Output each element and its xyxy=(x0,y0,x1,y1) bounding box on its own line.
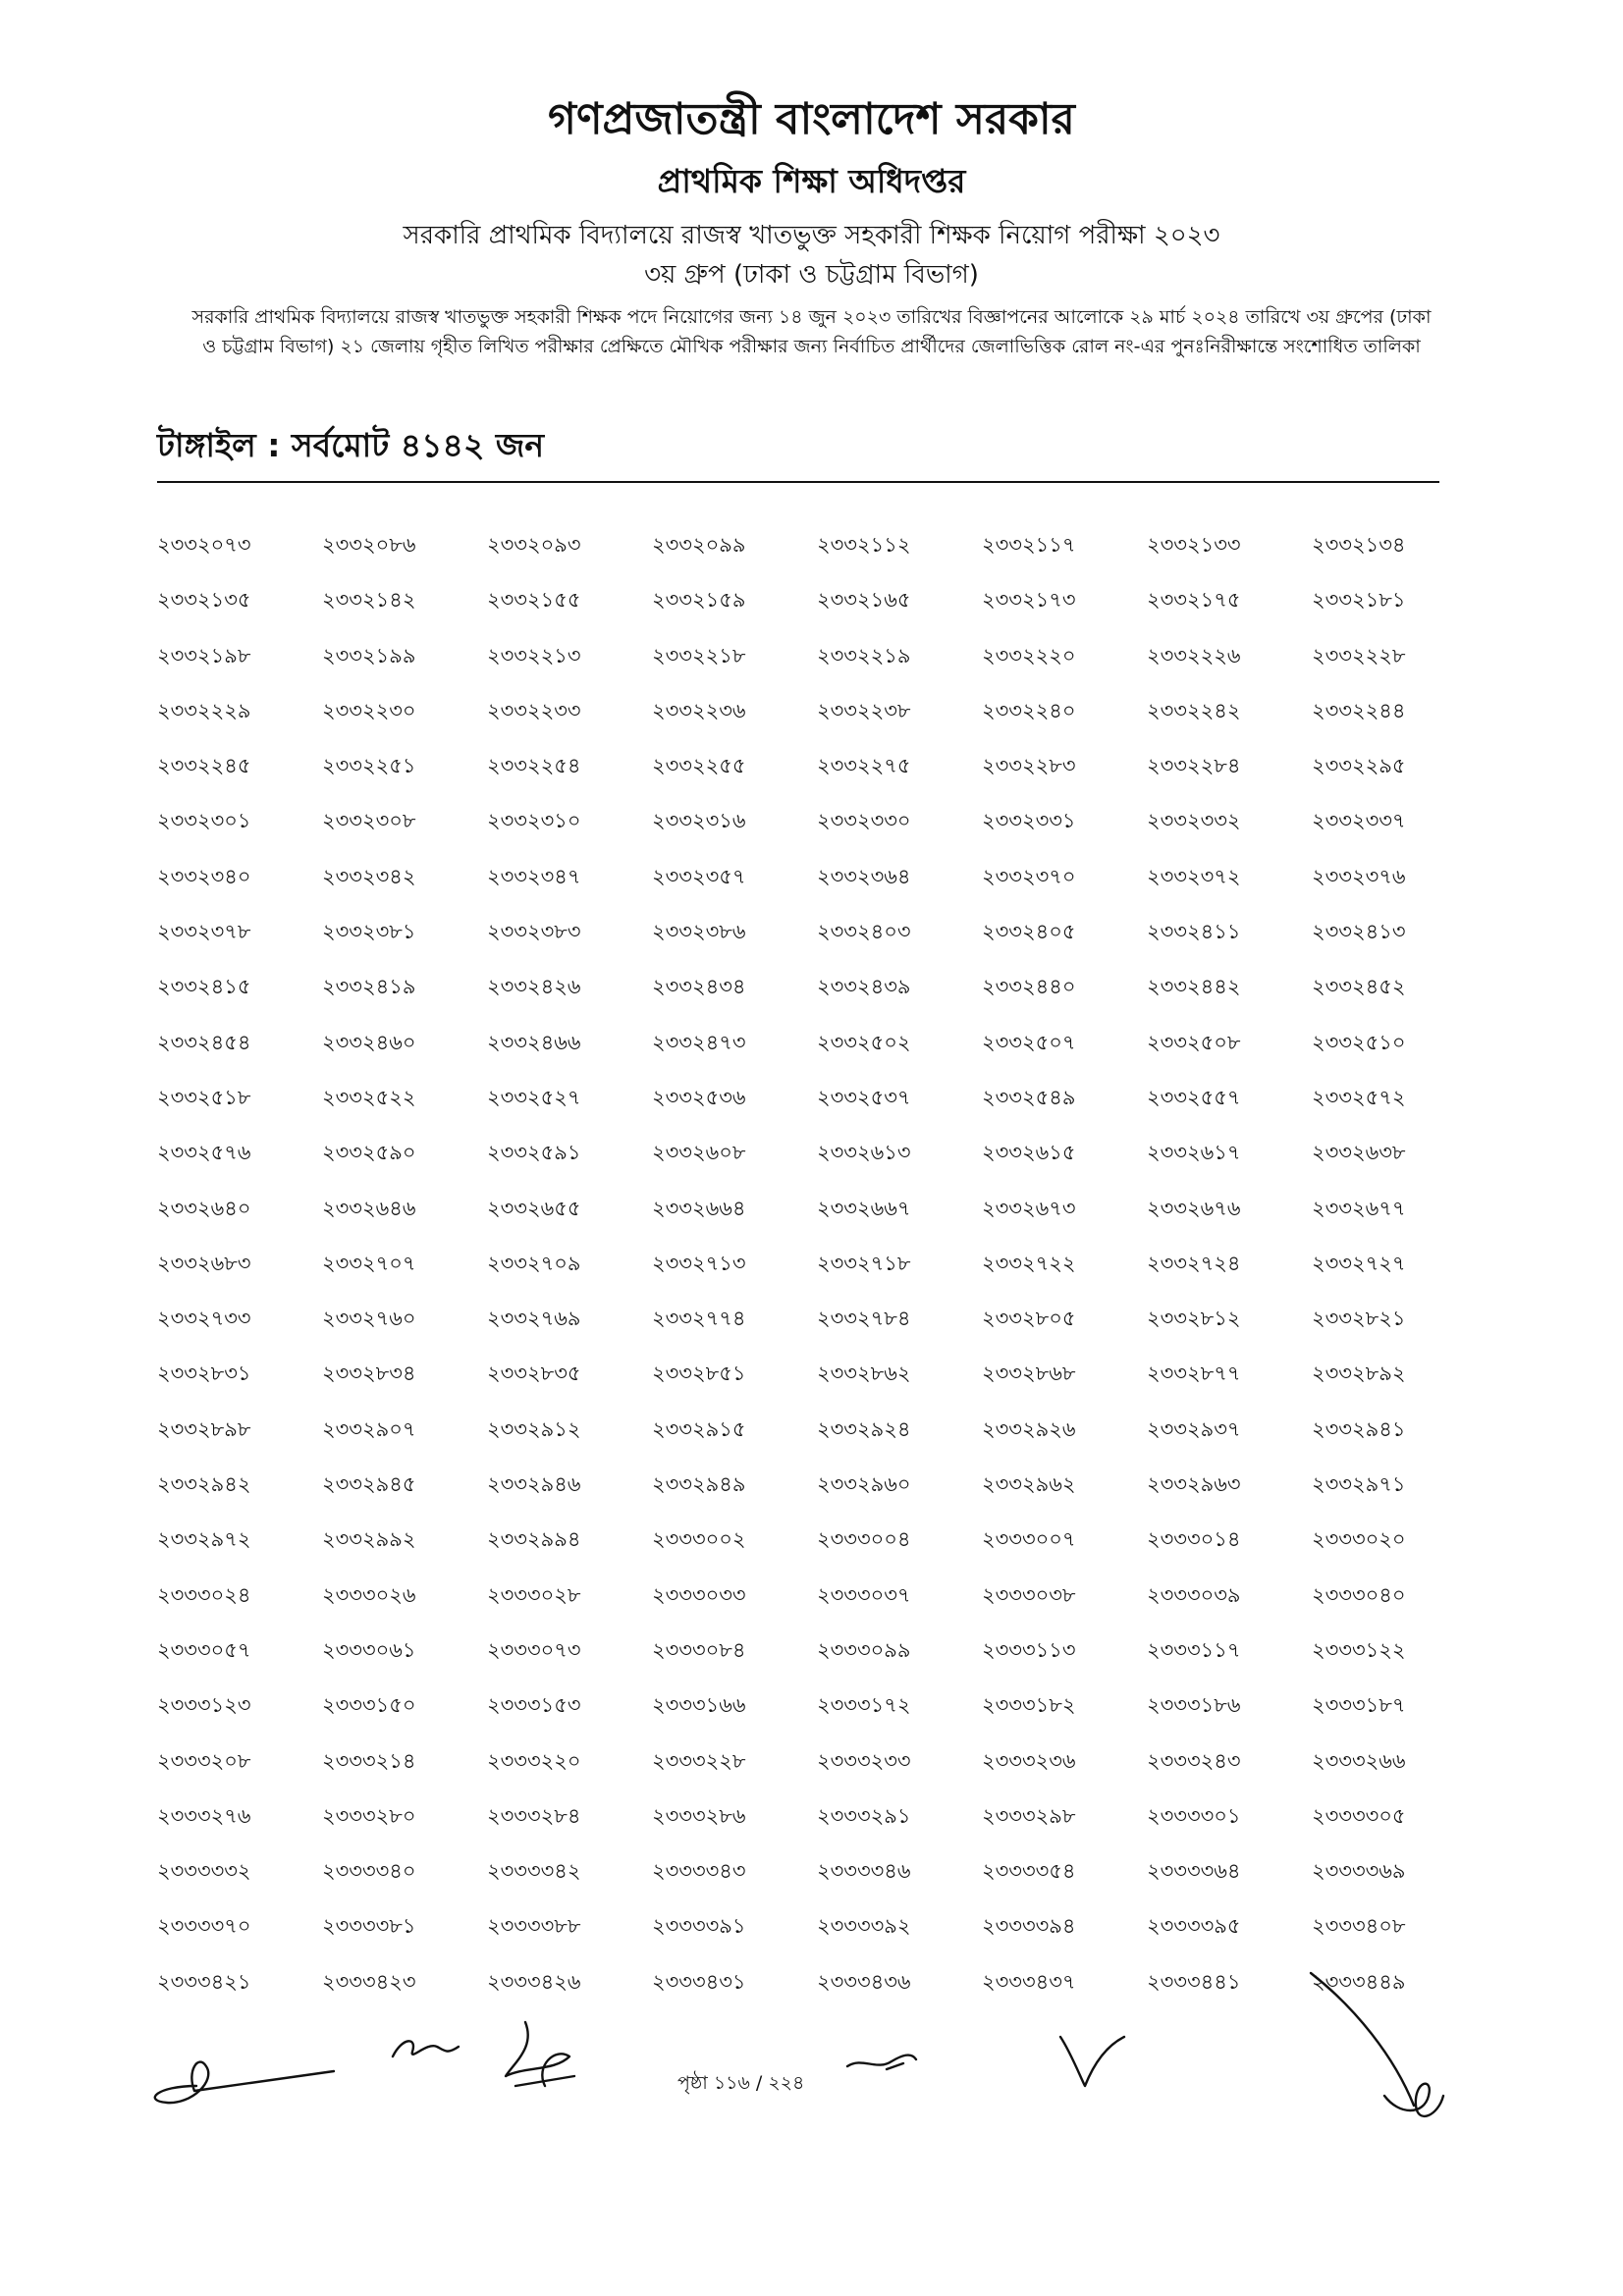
roll-number: ২৩৩৩৩০১ xyxy=(1147,1803,1241,1828)
roll-number: ২৩৩২৬৭৩ xyxy=(982,1196,1076,1220)
roll-number: ২৩৩২৫৩৭ xyxy=(817,1085,911,1109)
roll-number: ২৩৩২৯৪২ xyxy=(157,1472,251,1497)
roll-number: ২৩৩২৩৪২ xyxy=(322,864,416,888)
roll-number: ২৩৩২০৯৩ xyxy=(487,533,581,557)
roll-number: ২৩৩২৮২১ xyxy=(1312,1307,1406,1331)
roll-number: ২৩৩৩২৬৬ xyxy=(1312,1748,1406,1773)
roll-number: ২৩৩২২৪০ xyxy=(982,698,1076,722)
roll-number: ২৩৩২৩৮১ xyxy=(322,920,416,944)
roll-number: ২৩৩২৩৮৬ xyxy=(652,920,746,944)
roll-number: ২৩৩২৯৪৫ xyxy=(322,1472,416,1497)
roll-number: ২৩৩২৫৫৭ xyxy=(1147,1085,1241,1109)
roll-number: ২৩৩২৩৬৪ xyxy=(817,864,911,888)
roll-number: ২৩৩২০৮৬ xyxy=(322,533,416,557)
roll-number: ২৩৩২৮৫১ xyxy=(652,1362,746,1386)
roll-number: ২৩৩৩৩৪৩ xyxy=(652,1859,746,1884)
roll-number: ২৩৩২৭১৩ xyxy=(652,1251,746,1275)
roll-number: ২৩৩৩০২৪ xyxy=(157,1582,251,1607)
roll-number: ২৩৩২৯৭১ xyxy=(1312,1472,1406,1497)
roll-number: ২৩৩২২২০ xyxy=(982,643,1076,667)
roll-number: ২৩৩২৪৩৯ xyxy=(817,975,911,999)
roll-number: ২৩৩২৭৬৯ xyxy=(487,1307,581,1331)
roll-number: ২৩৩৩৩৪০ xyxy=(322,1859,416,1884)
roll-number: ২৩৩২৬৪০ xyxy=(157,1196,251,1220)
roll-number: ২৩৩৩১২৩ xyxy=(157,1693,251,1718)
roll-number: ২৩৩২৭২৪ xyxy=(1147,1251,1241,1275)
roll-number: ২৩৩২৯৪৬ xyxy=(487,1472,581,1497)
roll-number: ২৩৩৩২৩৬ xyxy=(982,1748,1076,1773)
roll-number: ২৩৩৩৪৪৯ xyxy=(1312,1969,1406,1994)
roll-number: ২৩৩২২৪৪ xyxy=(1312,698,1406,722)
group-title: ৩য় গ্রুপ (ঢাকা ও চট্টগ্রাম বিভাগ) xyxy=(644,260,979,290)
roll-number: ২৩৩২৯২৬ xyxy=(982,1416,1076,1441)
roll-number: ২৩৩২০৭৩ xyxy=(157,533,251,557)
roll-number: ২৩৩২৪১১ xyxy=(1147,920,1241,944)
roll-number: ২৩৩২৩৮৩ xyxy=(487,920,581,944)
roll-number: ২৩৩২৫৭২ xyxy=(1312,1085,1406,1109)
roll-number: ২৩৩৩১৫০ xyxy=(322,1693,416,1718)
roll-number: ২৩৩২৪১৫ xyxy=(157,975,251,999)
roll-number: ২৩৩৩২৮৬ xyxy=(652,1803,746,1828)
roll-number: ২৩৩২৯১২ xyxy=(487,1416,581,1441)
roll-number: ২৩৩৩০২০ xyxy=(1312,1527,1406,1552)
roll-number: ২৩৩২২৭৫ xyxy=(817,754,911,778)
roll-number: ২৩৩২৩০৮ xyxy=(322,809,416,833)
roll-number: ২৩৩২৬৮৩ xyxy=(157,1251,251,1275)
roll-number: ২৩৩৩৪৩৬ xyxy=(817,1969,911,1994)
roll-number: ২৩৩২৮০৫ xyxy=(982,1307,1076,1331)
roll-number: ২৩৩২২৩০ xyxy=(322,698,416,722)
roll-number: ২৩৩৩২৮৪ xyxy=(487,1803,581,1828)
roll-number: ২৩৩২১৫৫ xyxy=(487,588,581,613)
roll-number: ২৩৩২১৩৪ xyxy=(1312,533,1406,557)
page-number: পৃষ্ঠা ১১৬ / ২২৪ xyxy=(677,2072,805,2094)
roll-number: ২৩৩৩০৬১ xyxy=(322,1637,416,1662)
roll-number: ২৩৩২৩৪৭ xyxy=(487,864,581,888)
signature-4 xyxy=(842,2042,921,2081)
roll-number: ২৩৩৩২২৮ xyxy=(652,1748,746,1773)
roll-number: ২৩৩৩১৬৬ xyxy=(652,1693,746,1718)
roll-number: ২৩৩২৬১৭ xyxy=(1147,1141,1241,1165)
roll-number: ২৩৩২৩০১ xyxy=(157,809,251,833)
roll-number: ২৩৩৩৩৮১ xyxy=(322,1914,416,1939)
roll-number: ২৩৩২১১২ xyxy=(817,533,911,557)
roll-number: ২৩৩২২৪৫ xyxy=(157,754,251,778)
roll-number: ২৩৩৩০১৪ xyxy=(1147,1527,1241,1552)
roll-number: ২৩৩২৬৪৬ xyxy=(322,1196,416,1220)
roll-number: ২৩৩২৬৬৭ xyxy=(817,1196,911,1220)
roll-number: ২৩৩৩০৩৩ xyxy=(652,1582,746,1607)
roll-number: ২৩৩২৫০৭ xyxy=(982,1030,1076,1054)
roll-number: ২৩৩২২১৯ xyxy=(817,643,911,667)
roll-number: ২৩৩২৩৭৮ xyxy=(157,920,251,944)
roll-number: ২৩৩২২৮৩ xyxy=(982,754,1076,778)
roll-number: ২৩৩৩৩৪২ xyxy=(487,1859,581,1884)
roll-number: ২৩৩২১৭৩ xyxy=(982,588,1076,613)
roll-number: ২৩৩২৯৯২ xyxy=(322,1527,416,1552)
roll-number: ২৩৩২২৮৪ xyxy=(1147,754,1241,778)
roll-number: ২৩৩২৬৭৭ xyxy=(1312,1196,1406,1220)
roll-number: ২৩৩২৩৪০ xyxy=(157,864,251,888)
roll-number: ২৩৩২১৩৩ xyxy=(1147,533,1241,557)
roll-number: ২৩৩২৫০২ xyxy=(817,1030,911,1054)
district-heading: টাঙ্গাইল : সর্বমোট ৪১৪২ জন xyxy=(157,426,545,464)
roll-number: ২৩৩২৯৩৭ xyxy=(1147,1416,1241,1441)
roll-number: ২৩৩২২৩৮ xyxy=(817,698,911,722)
roll-number: ২৩৩২৮৯৮ xyxy=(157,1416,251,1441)
roll-number: ২৩৩৩১৮৬ xyxy=(1147,1693,1241,1718)
roll-number: ২৩৩৩১৮২ xyxy=(982,1693,1076,1718)
roll-number: ২৩৩২৩১০ xyxy=(487,809,581,833)
signature-1 xyxy=(137,2032,353,2110)
roll-number: ২৩৩২৫৯১ xyxy=(487,1141,581,1165)
roll-number: ২৩৩২৫৭৬ xyxy=(157,1141,251,1165)
roll-number: ২৩৩৩২০৮ xyxy=(157,1748,251,1773)
roll-number: ২৩৩২৭১৮ xyxy=(817,1251,911,1275)
roll-number: ২৩৩২১৬৫ xyxy=(817,588,911,613)
roll-number: ২৩৩২৯৬৩ xyxy=(1147,1472,1241,1497)
roll-number: ২৩৩৩২৮০ xyxy=(322,1803,416,1828)
roll-number: ২৩৩২৭০৯ xyxy=(487,1251,581,1275)
roll-number: ২৩৩৩৪২১ xyxy=(157,1969,251,1994)
directorate-title: প্রাথমিক শিক্ষা অধিদপ্তর xyxy=(657,162,966,200)
roll-number: ২৩৩৩৪২৩ xyxy=(322,1969,416,1994)
roll-number: ২৩৩৩২২০ xyxy=(487,1748,581,1773)
roll-number: ২৩৩২৬৭৬ xyxy=(1147,1196,1241,1220)
roll-number: ২৩৩৩৩৮৮ xyxy=(487,1914,581,1939)
roll-number: ২৩৩২৮৩১ xyxy=(157,1362,251,1386)
roll-number: ২৩৩২৭২২ xyxy=(982,1251,1076,1275)
roll-number: ২৩৩৩০৭৩ xyxy=(487,1637,581,1662)
roll-number: ২৩৩২২১৮ xyxy=(652,643,746,667)
roll-number: ২৩৩৩৩৯৫ xyxy=(1147,1914,1241,1939)
roll-number: ২৩৩২১৮১ xyxy=(1312,588,1406,613)
roll-number: ২৩৩৩০৪০ xyxy=(1312,1582,1406,1607)
roll-number: ২৩৩৩০০২ xyxy=(652,1527,746,1552)
roll-number: ২৩৩৩৪৩৭ xyxy=(982,1969,1076,1994)
roll-number: ২৩৩২১৪২ xyxy=(322,588,416,613)
roll-number: ২৩৩২৩১৬ xyxy=(652,809,746,833)
roll-number: ২৩৩২৮১২ xyxy=(1147,1307,1241,1331)
roll-number: ২৩৩২২১৩ xyxy=(487,643,581,667)
roll-number: ২৩৩২৩৩১ xyxy=(982,809,1076,833)
roll-number: ২৩৩৩৪৩১ xyxy=(652,1969,746,1994)
roll-number: ২৩৩৩০৮৪ xyxy=(652,1637,746,1662)
roll-number: ২৩৩২৫০৮ xyxy=(1147,1030,1241,1054)
roll-number: ২৩৩২১৭৫ xyxy=(1147,588,1241,613)
roll-number: ২৩৩৩১৭২ xyxy=(817,1693,911,1718)
roll-number: ২৩৩২৮৭৭ xyxy=(1147,1362,1241,1386)
roll-number: ২৩৩২৫১৮ xyxy=(157,1085,251,1109)
roll-number: ২৩৩২৪৬০ xyxy=(322,1030,416,1054)
page-footer xyxy=(0,2012,1623,2140)
roll-number: ২৩৩২৩৩২ xyxy=(1147,809,1241,833)
roll-number: ২৩৩২৪৪২ xyxy=(1147,975,1241,999)
roll-number: ২৩৩২৮৯২ xyxy=(1312,1362,1406,1386)
roll-number: ২৩৩২৪৩৪ xyxy=(652,975,746,999)
roll-number: ২৩৩২০৯৯ xyxy=(652,533,746,557)
roll-number-table xyxy=(157,517,1473,2009)
roll-number: ২৩৩২২২৮ xyxy=(1312,643,1406,667)
roll-number: ২৩৩২৩৩৭ xyxy=(1312,809,1406,833)
roll-number: ২৩৩৩৩৬৪ xyxy=(1147,1859,1241,1884)
roll-number: ২৩৩২৬৫৫ xyxy=(487,1196,581,1220)
roll-number: ২৩৩৩২৯৮ xyxy=(982,1803,1076,1828)
roll-number: ২৩৩২৬৬৪ xyxy=(652,1196,746,1220)
roll-number: ২৩৩২৯০৭ xyxy=(322,1416,416,1441)
roll-number: ২৩৩২১৯৮ xyxy=(157,643,251,667)
roll-number: ২৩৩২৭৬০ xyxy=(322,1307,416,1331)
roll-number: ২৩৩৩২৭৬ xyxy=(157,1803,251,1828)
roll-number: ২৩৩৩০০৪ xyxy=(817,1527,911,1552)
roll-number: ২৩৩২১৫৯ xyxy=(652,588,746,613)
roll-number: ২৩৩৩০৩৯ xyxy=(1147,1582,1241,1607)
roll-number: ২৩৩৩৩৯২ xyxy=(817,1914,911,1939)
roll-number: ২৩৩২৫২৭ xyxy=(487,1085,581,1109)
exam-title: সরকারি প্রাথমিক বিদ্যালয়ে রাজস্ব খাতভুক্ত সহকারী শিক্ষক নিয়োগ পরীক্ষা ২০২৩ xyxy=(403,221,1220,250)
roll-number: ২৩৩৩৩৭০ xyxy=(157,1914,251,1939)
roll-number: ২৩৩২৬১৫ xyxy=(982,1141,1076,1165)
roll-number: ২৩৩২৯১৫ xyxy=(652,1416,746,1441)
roll-number: ২৩৩২৬১৩ xyxy=(817,1141,911,1165)
roll-number: ২৩৩২১১৭ xyxy=(982,533,1076,557)
roll-number: ২৩৩৩৩৬৯ xyxy=(1312,1859,1406,1884)
roll-number: ২৩৩২৪১৯ xyxy=(322,975,416,999)
roll-number: ২৩৩২৪১৩ xyxy=(1312,920,1406,944)
roll-number: ২৩৩২৪০৩ xyxy=(817,920,911,944)
roll-number: ২৩৩২২৩৬ xyxy=(652,698,746,722)
roll-number: ২৩৩২১৯৯ xyxy=(322,643,416,667)
roll-number: ২৩৩২৫৪৯ xyxy=(982,1085,1076,1109)
roll-number: ২৩৩৩১৫৩ xyxy=(487,1693,581,1718)
roll-number: ২৩৩৩২৩৩ xyxy=(817,1748,911,1773)
notice-text: সরকারি প্রাথমিক বিদ্যালয়ে রাজস্ব খাতভুক্ত সহকারী শিক্ষক পদে নিয়োগের জন্য ১৪ জুন ২০২৩ তারিখের বিজ্ঞাপনের আলোকে ২৯ মার্চ ২০২৪ তারিখে ৩য় গ্রুপের (ঢাকা ও চট্টগ্রাম বিভাগ) ২১ জেলায় গৃহীত লিখিত পরীক্ষার প্রেক্ষিতে মৌখিক পরীক্ষার জন্য নির্বাচিত প্রার্থীদের জেলাভিত্তিক রোল নং-এর পুনঃনিরীক্ষান্তে সংশোধিত তালিকা xyxy=(191,306,1432,357)
roll-number: ২৩৩৩৩৫৪ xyxy=(982,1859,1076,1884)
roll-number: ২৩৩৩৩৪৬ xyxy=(817,1859,911,1884)
roll-number: ২৩৩২৬০৮ xyxy=(652,1141,746,1165)
roll-number: ২৩৩২৭৭৪ xyxy=(652,1307,746,1331)
roll-number: ২৩৩২৪৫৪ xyxy=(157,1030,251,1054)
roll-number: ২৩৩৩৩৩২ xyxy=(157,1859,251,1884)
roll-number: ২৩৩৩০২৬ xyxy=(322,1582,416,1607)
roll-number: ২৩৩২৬৩৮ xyxy=(1312,1141,1406,1165)
roll-number: ২৩৩২৫২২ xyxy=(322,1085,416,1109)
roll-number: ২৩৩২৩৭২ xyxy=(1147,864,1241,888)
roll-number: ২৩৩২৫৩৬ xyxy=(652,1085,746,1109)
roll-number: ২৩৩২২৯৫ xyxy=(1312,754,1406,778)
roll-number: ২৩৩২৫১০ xyxy=(1312,1030,1406,1054)
roll-number: ২৩৩৩১১৩ xyxy=(982,1637,1076,1662)
signature-5 xyxy=(1055,2027,1134,2096)
roll-number: ২৩৩৩২৯১ xyxy=(817,1803,911,1828)
roll-number: ২৩৩২১৩৫ xyxy=(157,588,251,613)
roll-number: ২৩৩২৭০৭ xyxy=(322,1251,416,1275)
roll-number: ২৩৩২৪৭৩ xyxy=(652,1030,746,1054)
roll-number: ২৩৩২৪০৫ xyxy=(982,920,1076,944)
roll-number: ২৩৩২২৪২ xyxy=(1147,698,1241,722)
roll-number: ২৩৩২২৫৫ xyxy=(652,754,746,778)
roll-number: ২৩৩৩০৩৭ xyxy=(817,1582,911,1607)
roll-number: ২৩৩২৮৩৫ xyxy=(487,1362,581,1386)
roll-number: ২৩৩৩৪৪১ xyxy=(1147,1969,1241,1994)
roll-number: ২৩৩৩১১৭ xyxy=(1147,1637,1241,1662)
roll-number: ২৩৩২৪২৬ xyxy=(487,975,581,999)
roll-number: ২৩৩৩৪০৮ xyxy=(1312,1914,1406,1939)
roll-number: ২৩৩২৮৬২ xyxy=(817,1362,911,1386)
roll-number: ২৩৩২২৫১ xyxy=(322,754,416,778)
roll-number: ২৩৩৩৩৯৪ xyxy=(982,1914,1076,1939)
roll-number: ২৩৩৩০২৮ xyxy=(487,1582,581,1607)
roll-number: ২৩৩২৯৯৪ xyxy=(487,1527,581,1552)
roll-number: ২৩৩২৯৭২ xyxy=(157,1527,251,1552)
roll-number: ২৩৩২২২৯ xyxy=(157,698,251,722)
roll-number: ২৩৩২৯২৪ xyxy=(817,1416,911,1441)
roll-number: ২৩৩৩০৯৯ xyxy=(817,1637,911,1662)
roll-number: ২৩৩২৪৪০ xyxy=(982,975,1076,999)
document-header xyxy=(0,88,1623,361)
roll-number: ২৩৩২৯৪৯ xyxy=(652,1472,746,1497)
roll-number: ২৩৩৩৪২৬ xyxy=(487,1969,581,1994)
signature-2 xyxy=(388,2027,466,2076)
heading-divider xyxy=(157,481,1439,483)
roll-number: ২৩৩৩১৮৭ xyxy=(1312,1693,1406,1718)
roll-number: ২৩৩২৯৬২ xyxy=(982,1472,1076,1497)
roll-number: ২৩৩২৯৬০ xyxy=(817,1472,911,1497)
roll-number: ২৩৩২৭৮৪ xyxy=(817,1307,911,1331)
roll-number: ২৩৩২২২৬ xyxy=(1147,643,1241,667)
roll-number: ২৩৩২৩৭০ xyxy=(982,864,1076,888)
roll-number: ২৩৩২২৫৪ xyxy=(487,754,581,778)
roll-number: ২৩৩৩০৩৮ xyxy=(982,1582,1076,1607)
roll-number: ২৩৩২৭৩৩ xyxy=(157,1307,251,1331)
signature-6 xyxy=(1306,1968,1453,2135)
roll-number: ২৩৩৩২১৪ xyxy=(322,1748,416,1773)
roll-number: ২৩৩২৫৯০ xyxy=(322,1141,416,1165)
roll-number: ২৩৩২৮৬৮ xyxy=(982,1362,1076,1386)
roll-number: ২৩৩৩৩০৫ xyxy=(1312,1803,1406,1828)
signature-3 xyxy=(496,2017,584,2096)
government-title: গণপ্রজাতন্ত্রী বাংলাদেশ সরকার xyxy=(548,94,1075,144)
roll-number: ২৩৩২৪৫২ xyxy=(1312,975,1406,999)
roll-number: ২৩৩৩০০৭ xyxy=(982,1527,1076,1552)
roll-number: ২৩৩২৩৫৭ xyxy=(652,864,746,888)
roll-number: ২৩৩৩২৪৩ xyxy=(1147,1748,1241,1773)
roll-number: ২৩৩২৪৬৬ xyxy=(487,1030,581,1054)
roll-number: ২৩৩৩৩৯১ xyxy=(652,1914,746,1939)
roll-number: ২৩৩২২৩৩ xyxy=(487,698,581,722)
roll-number: ২৩৩২৭২৭ xyxy=(1312,1251,1406,1275)
roll-number: ২৩৩২৩৩০ xyxy=(817,809,911,833)
roll-number: ২৩৩২৩৭৬ xyxy=(1312,864,1406,888)
roll-number: ২৩৩৩০৫৭ xyxy=(157,1637,251,1662)
roll-number: ২৩৩২৮৩৪ xyxy=(322,1362,416,1386)
roll-number: ২৩৩২৯৪১ xyxy=(1312,1416,1406,1441)
roll-number: ২৩৩৩১২২ xyxy=(1312,1637,1406,1662)
